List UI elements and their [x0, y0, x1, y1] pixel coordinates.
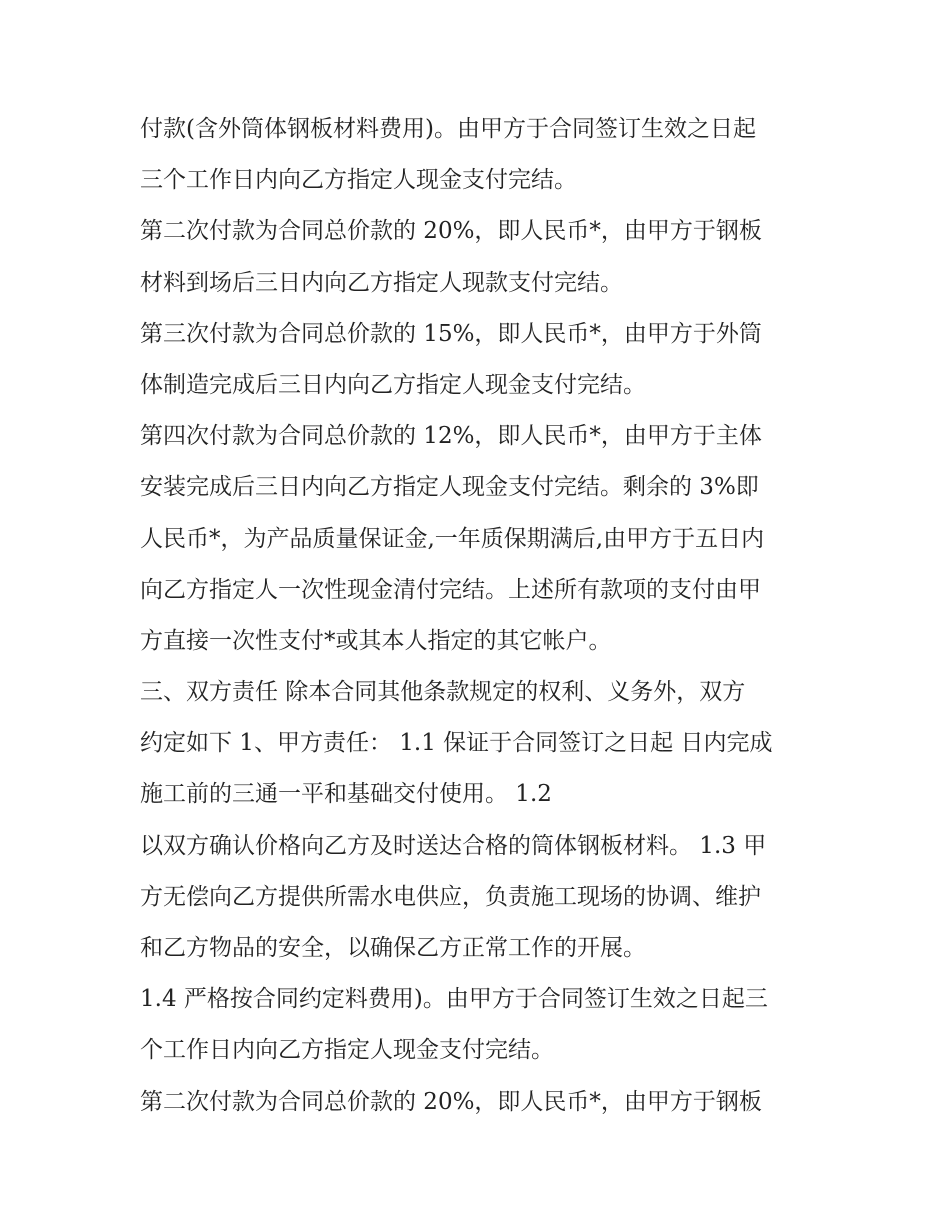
text-line: 向乙方指定人一次性现金清付完结。上述所有款项的支付由甲 [140, 576, 761, 603]
text-line: 1.4 严格按合同约定料费用)。由甲方于合同签订生效之日起三 [140, 986, 768, 1013]
text-line: 以双方确认价格向乙方及时送达合格的筒体钢板材料。 1.3 甲 [140, 832, 767, 859]
contract-text [140, 104, 820, 1128]
text-line: 三、双方责任 除本合同其他条款规定的权利、义务外，双方 [140, 679, 746, 706]
text-line: 第三次付款为合同总价款的 15%，即人民币*，由甲方于外筒 [140, 320, 762, 347]
text-line: 方无偿向乙方提供所需水电供应，负责施工现场的协调、维护 [140, 883, 761, 910]
text-line: 个工作日内向乙方指定人现金支付完结。 [140, 1037, 554, 1064]
text-line: 三个工作日内向乙方指定人现金支付完结。 [140, 167, 577, 194]
text-line: 第二次付款为合同总价款的 20%，即人民币*，由甲方于钢板 [140, 1088, 762, 1115]
text-line: 和乙方物品的安全，以确保乙方正常工作的开展。 [140, 935, 646, 961]
text-line: 材料到场后三日内向乙方指定人现款支付完结。 [140, 269, 623, 296]
text-line: 第四次付款为合同总价款的 12%，即人民币*，由甲方于主体 [140, 423, 762, 450]
text-line: 方直接一次性支付*或其本人指定的其它帐户。 [140, 627, 612, 654]
text-line: 第二次付款为合同总价款的 20%，即人民币*，由甲方于钢板 [140, 218, 762, 245]
text-line: 人民币*，为产品质量保证金,一年质保期满后,由甲方于五日内 [140, 525, 765, 552]
text-line: 施工前的三通一平和基础交付使用。 1.2 [140, 781, 552, 808]
text-line: 体制造完成后三日内向乙方指定人现金支付完结。 [140, 371, 646, 398]
text-line: 付款(含外筒体钢板材料费用)。由甲方于合同签订生效之日起 [140, 116, 756, 142]
text-line: 安装完成后三日内向乙方指定人现金支付完结。剩余的 3%即 [140, 474, 759, 501]
text-line: 约定如下 1、甲方责任： 1.1 保证于合同签订之日起 日内完成 [140, 730, 773, 757]
